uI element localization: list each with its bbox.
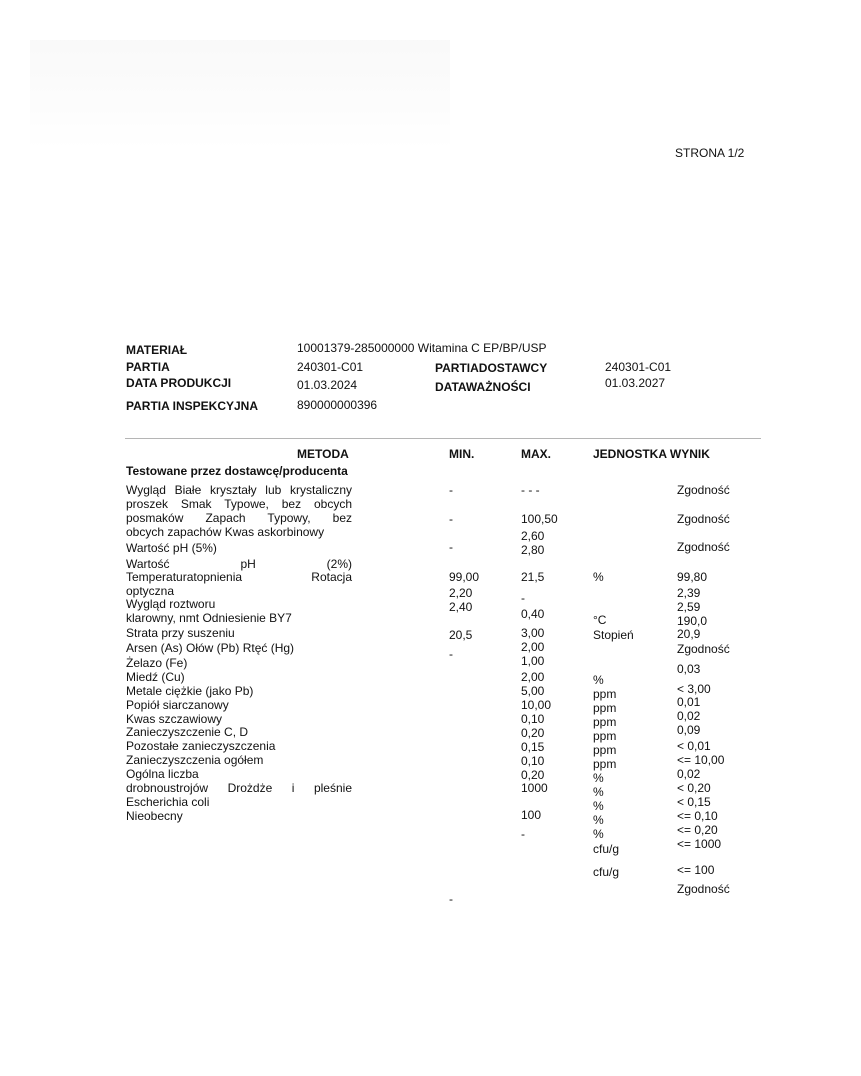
method-line: Wygląd Białe kryształy lub krystaliczny (126, 483, 352, 497)
data-produkcji-value: 01.03.2024 (297, 378, 358, 392)
data-waznosci-label: DATAWAŻNOŚCI (435, 380, 531, 394)
data-waznosci-value: 01.03.2027 (605, 376, 666, 390)
result-value: <= 1000 (677, 837, 722, 851)
method-line: Metale ciężkie (jako Pb) (126, 684, 254, 698)
result-value: <= 100 (677, 863, 715, 877)
method-line: proszek Smak Typowe, bez obcych (126, 497, 352, 511)
result-value: 0,02 (677, 767, 701, 781)
min-value: - (449, 540, 453, 554)
unit-value: ppm (593, 715, 617, 729)
unit-value: ppm (593, 757, 617, 771)
method-line: Wartość pH (2%) (126, 557, 352, 571)
method-line: Nieobecny (126, 809, 183, 823)
min-value: 20,5 (449, 628, 473, 642)
unit-value: ppm (593, 701, 617, 715)
min-value: - (449, 647, 453, 661)
min-value: - (449, 892, 453, 906)
result-value: 0,03 (677, 662, 701, 676)
header-divider (125, 438, 761, 439)
method-line: Strata przy suszeniu (126, 626, 235, 640)
result-value: <= 10,00 (677, 753, 725, 767)
max-value: 0,10 (521, 712, 545, 726)
max-value: 21,5 (521, 570, 545, 584)
max-value: 2,00 (521, 670, 545, 684)
method-line: drobnoustrojów Drożdże i pleśnie (126, 781, 352, 795)
max-value: 0,15 (521, 740, 545, 754)
page-number: STRONA 1/2 (675, 146, 745, 160)
unit-value: % (593, 673, 604, 687)
method-line: Zanieczyszczenia ogółem (126, 753, 264, 767)
method-line: optyczna (126, 584, 175, 598)
partia-inspekcyjna-value: 890000000396 (297, 398, 378, 412)
max-value: 2,00 (521, 640, 545, 654)
result-value: Zgodność (677, 540, 730, 554)
result-value: Zgodność (677, 483, 730, 497)
min-value: 2,40 (449, 600, 473, 614)
method-line: Miedź (Cu) (126, 670, 185, 684)
unit-value: % (593, 570, 604, 584)
partia-label: PARTIA (126, 360, 170, 374)
result-value: < 0,20 (677, 781, 711, 795)
result-value: <= 0,20 (677, 823, 718, 837)
result-value: 190,0 (677, 614, 708, 628)
data-produkcji-label: DATA PRODUKCJI (126, 376, 232, 390)
result-value: 0,09 (677, 723, 701, 737)
min-value: 99,00 (449, 570, 480, 584)
result-value: 0,01 (677, 695, 701, 709)
unit-value: ppm (593, 743, 617, 757)
unit-value: °C (593, 613, 607, 627)
max-value: 2,60 (521, 529, 545, 543)
result-value: Zgodność (677, 882, 730, 896)
method-line: Wygląd roztworu (126, 597, 216, 611)
unit-value: % (593, 785, 604, 799)
method-line: klarowny, nmt Odniesienie BY7 (126, 611, 292, 625)
unit-value: % (593, 771, 604, 785)
min-value: - (449, 483, 453, 497)
result-value: 99,80 (677, 570, 708, 584)
column-header-jednostka-wynik: JEDNOSTKA WYNIK (593, 447, 710, 461)
max-value: 10,00 (521, 698, 552, 712)
unit-value: ppm (593, 687, 617, 701)
max-value: 0,40 (521, 607, 545, 621)
method-line: Wartość pH (5%) (126, 541, 217, 555)
method-line: Żelazo (Fe) (126, 656, 188, 670)
faded-logo (30, 40, 450, 150)
max-value: 5,00 (521, 684, 545, 698)
unit-value: % (593, 813, 604, 827)
result-value: <= 0,10 (677, 809, 718, 823)
method-line: Pozostałe zanieczyszczenia (126, 739, 276, 753)
max-value: 1000 (521, 781, 548, 795)
max-value: 0,10 (521, 754, 545, 768)
method-line: Escherichia coli (126, 795, 210, 809)
result-value: Zgodność (677, 642, 730, 656)
max-value: 100 (521, 808, 542, 822)
method-line: Popiół siarczanowy (126, 698, 229, 712)
method-line: Temperaturatopnienia Rotacja (126, 570, 352, 584)
method-line: Zanieczyszczenie C, D (126, 725, 249, 739)
material-value: 10001379-285000000 Witamina C EP/BP/USP (297, 341, 547, 355)
material-label: MATERIAŁ (126, 343, 188, 357)
method-line: Ogólna liczba (126, 767, 199, 781)
partia-dostawcy-value: 240301-C01 (605, 360, 672, 374)
unit-value: Stopień (593, 628, 634, 642)
column-header-min: MIN. (449, 447, 475, 461)
max-value: - (521, 591, 525, 605)
min-value: - (449, 512, 453, 526)
column-header-metoda: METODA (297, 447, 349, 461)
unit-value: % (593, 799, 604, 813)
max-value: - (521, 827, 525, 841)
result-value: < 3,00 (677, 682, 711, 696)
column-header-max: MAX. (521, 447, 551, 461)
max-value: 1,00 (521, 654, 545, 668)
partia-dostawcy-label: PARTIADOSTAWCY (435, 361, 548, 375)
max-value: 100,50 (521, 512, 558, 526)
result-value: 2,59 (677, 600, 701, 614)
max-value: 0,20 (521, 726, 545, 740)
max-value: 0,20 (521, 768, 545, 782)
partia-value: 240301-C01 (297, 360, 364, 374)
result-value: Zgodność (677, 512, 730, 526)
unit-value: cfu/g (593, 842, 620, 856)
result-value: 0,02 (677, 709, 701, 723)
partia-inspekcyjna-label: PARTIA INSPEKCYJNA (126, 399, 259, 413)
method-line: obcych zapachów Kwas askorbinowy (126, 525, 325, 539)
method-line: posmaków Zapach Typowy, bez (126, 511, 352, 525)
min-value: 2,20 (449, 586, 473, 600)
method-line: Arsen (As) Ołów (Pb) Rtęć (Hg) (126, 641, 295, 655)
unit-value: % (593, 827, 604, 841)
result-value: < 0,01 (677, 739, 711, 753)
unit-value: ppm (593, 729, 617, 743)
result-value: < 0,15 (677, 795, 711, 809)
max-value: 2,80 (521, 543, 545, 557)
section-title: Testowane przez dostawcę/producenta (126, 464, 348, 478)
method-line: Kwas szczawiowy (126, 712, 223, 726)
result-value: 2,39 (677, 586, 701, 600)
max-value: 3,00 (521, 626, 545, 640)
result-value: 20,9 (677, 627, 701, 641)
max-value: - - - (521, 483, 540, 497)
unit-value: cfu/g (593, 865, 620, 879)
